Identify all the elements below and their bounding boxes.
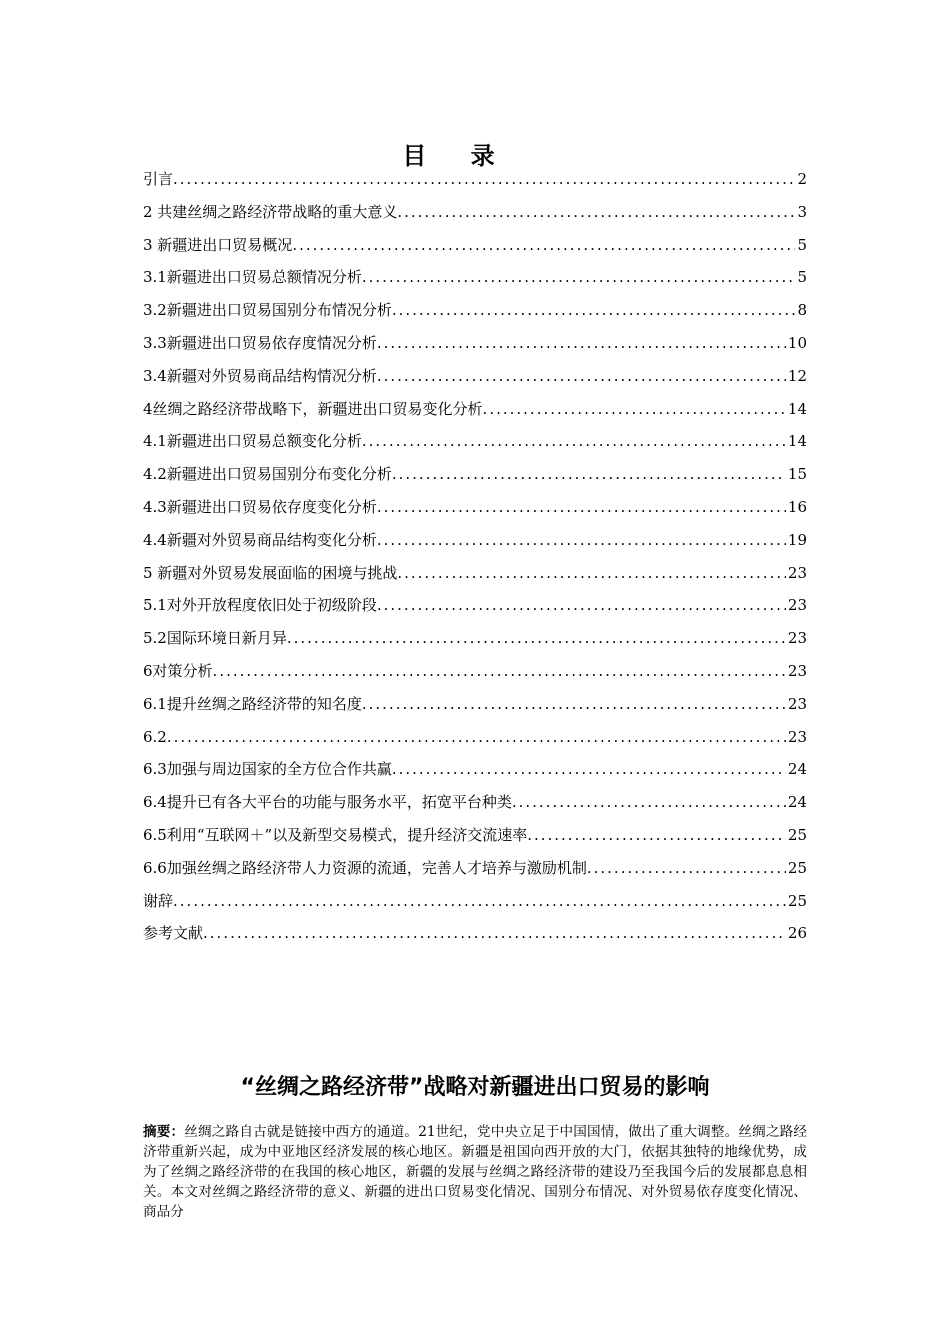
toc-entry[interactable] bbox=[143, 166, 807, 199]
toc-entry-page: 25 bbox=[787, 858, 807, 877]
toc-entry-label: 4.2新疆进出口贸易国别分布变化分析 bbox=[143, 465, 392, 484]
toc-entry[interactable] bbox=[143, 855, 807, 888]
toc-entry-page: 19 bbox=[787, 530, 807, 549]
toc-entry[interactable] bbox=[143, 822, 807, 855]
toc-leader-dots bbox=[527, 822, 786, 848]
paper-title: “丝绸之路经济带”战略对新疆进出口贸易的影响 bbox=[240, 1075, 710, 1100]
toc-entry-label: 3.3新疆进出口贸易依存度情况分析 bbox=[143, 333, 377, 352]
toc-entry-label: 6.2 bbox=[143, 727, 167, 746]
toc-entry-label: 3 新疆进出口贸易概况 bbox=[143, 235, 293, 254]
toc-entry[interactable] bbox=[143, 396, 807, 429]
toc-entry[interactable] bbox=[143, 363, 807, 396]
toc-entry[interactable] bbox=[143, 494, 807, 527]
toc-entry[interactable] bbox=[143, 724, 807, 757]
toc-entry-label: 3.2新疆进出口贸易国别分布情况分析 bbox=[143, 301, 392, 320]
toc-leader-dots bbox=[377, 363, 786, 389]
toc-leader-dots bbox=[292, 232, 795, 258]
toc-entry-page: 15 bbox=[787, 465, 807, 484]
toc-entry-page: 24 bbox=[787, 793, 807, 812]
toc-title: 目 录 bbox=[402, 142, 513, 170]
toc-leader-dots bbox=[377, 330, 786, 356]
toc-entry[interactable] bbox=[143, 527, 807, 560]
toc-entry[interactable] bbox=[143, 264, 807, 297]
toc-entry-label: 5.2国际环境日新月异 bbox=[143, 629, 287, 648]
toc-entry-label: 4.4新疆对外贸易商品结构变化分析 bbox=[143, 530, 377, 549]
toc-leader-dots bbox=[483, 396, 786, 422]
toc-entry-page: 12 bbox=[787, 366, 807, 385]
toc-entry-page: 3 bbox=[797, 202, 807, 221]
toc-entry-label: 2 共建丝绸之路经济带战略的重大意义 bbox=[143, 202, 398, 221]
toc-entry[interactable] bbox=[143, 920, 807, 953]
table-of-contents bbox=[143, 166, 807, 953]
toc-entry-label: 3.4新疆对外贸易商品结构情况分析 bbox=[143, 366, 377, 385]
abstract-text: 丝绸之路自古就是链接中西方的通道。21世纪，党中央立足于中国国情，做出了重大调整。丝绸之路经济带重新兴起，成为中亚地区经济发展的核心地区。新疆是祖国向西开放的大门，依据其独特的地缘优势，成为了丝绸之路经济带的在我国的核心地区，新疆的发展与丝绸之路经济带的建设乃至我国今后的发展都息息相关。本文对丝绸之路经济带的意义、新疆的进出口贸易变化情况、国别分布情况、对外贸易依存度变化情况、商品分 bbox=[143, 1124, 807, 1220]
toc-entry[interactable] bbox=[143, 330, 807, 363]
toc-leader-dots bbox=[392, 461, 786, 487]
toc-leader-dots bbox=[392, 756, 786, 782]
toc-entry-page: 14 bbox=[787, 399, 807, 418]
toc-entry-label: 5.1对外开放程度依旧处于初级阶段 bbox=[143, 596, 377, 615]
toc-entry-page: 25 bbox=[787, 891, 807, 910]
toc-entry-page: 23 bbox=[787, 596, 807, 615]
toc-leader-dots bbox=[392, 297, 796, 323]
toc-entry-label: 参考文献 bbox=[143, 924, 204, 943]
toc-leader-dots bbox=[173, 888, 786, 914]
toc-entry-label: 4.3新疆进出口贸易依存度变化分析 bbox=[143, 497, 377, 516]
toc-leader-dots bbox=[377, 494, 786, 520]
toc-leader-dots bbox=[173, 166, 795, 192]
toc-entry-page: 8 bbox=[797, 301, 807, 320]
toc-entry-page: 14 bbox=[787, 432, 807, 451]
toc-entry-label: 6对策分析 bbox=[143, 661, 213, 680]
toc-entry-page: 16 bbox=[787, 497, 807, 516]
toc-entry[interactable] bbox=[143, 625, 807, 658]
toc-entry-page: 23 bbox=[787, 694, 807, 713]
toc-entry[interactable] bbox=[143, 888, 807, 921]
toc-entry-label: 4丝绸之路经济带战略下，新疆进出口贸易变化分析 bbox=[143, 399, 483, 418]
toc-entry-label: 5 新疆对外贸易发展面临的困境与挑战 bbox=[143, 563, 398, 582]
toc-leader-dots bbox=[397, 199, 795, 225]
toc-entry-label: 6.4提升已有各大平台的功能与服务水平，拓宽平台种类 bbox=[143, 793, 512, 812]
toc-entry[interactable] bbox=[143, 691, 807, 724]
toc-leader-dots bbox=[512, 789, 786, 815]
toc-leader-dots bbox=[362, 428, 786, 454]
toc-entry-label: 谢辞 bbox=[143, 891, 174, 910]
toc-entry[interactable] bbox=[143, 461, 807, 494]
toc-entry[interactable] bbox=[143, 428, 807, 461]
toc-entry[interactable] bbox=[143, 592, 807, 625]
toc-entry-label: 6.6加强丝绸之路经济带人力资源的流通，完善人才培养与激励机制 bbox=[143, 858, 587, 877]
toc-entry-page: 23 bbox=[787, 727, 807, 746]
toc-entry[interactable] bbox=[143, 199, 807, 232]
toc-entry-page: 23 bbox=[787, 563, 807, 582]
toc-leader-dots bbox=[377, 527, 786, 553]
toc-entry-page: 10 bbox=[787, 333, 807, 352]
toc-entry-label: 引言 bbox=[143, 170, 174, 188]
toc-entry-page: 25 bbox=[787, 825, 807, 844]
toc-entry[interactable] bbox=[143, 756, 807, 789]
toc-leader-dots bbox=[213, 658, 786, 684]
toc-entry-page: 26 bbox=[787, 924, 807, 943]
toc-entry[interactable] bbox=[143, 789, 807, 822]
toc-entry-page: 2 bbox=[797, 170, 807, 188]
toc-entry[interactable] bbox=[143, 560, 807, 593]
toc-leader-dots bbox=[362, 264, 796, 290]
toc-entry[interactable] bbox=[143, 232, 807, 265]
toc-leader-dots bbox=[362, 691, 786, 717]
toc-leader-dots bbox=[377, 592, 786, 618]
toc-entry[interactable] bbox=[143, 297, 807, 330]
toc-entry-page: 23 bbox=[787, 629, 807, 648]
abstract-label: 摘要： bbox=[143, 1124, 185, 1140]
abstract bbox=[143, 1122, 807, 1222]
toc-leader-dots bbox=[167, 724, 786, 750]
toc-entry-label: 4.1新疆进出口贸易总额变化分析 bbox=[143, 432, 362, 451]
toc-leader-dots bbox=[287, 625, 786, 651]
toc-leader-dots bbox=[203, 920, 786, 946]
toc-leader-dots bbox=[587, 855, 786, 881]
toc-entry-page: 5 bbox=[797, 268, 807, 287]
toc-entry-page: 5 bbox=[797, 235, 807, 254]
toc-entry-label: 3.1新疆进出口贸易总额情况分析 bbox=[143, 268, 362, 287]
toc-entry-page: 23 bbox=[787, 661, 807, 680]
toc-leader-dots bbox=[397, 560, 786, 586]
toc-entry[interactable] bbox=[143, 658, 807, 691]
toc-entry-page: 24 bbox=[787, 760, 807, 779]
toc-entry-label: 6.3加强与周边国家的全方位合作共赢 bbox=[143, 760, 392, 779]
toc-entry-label: 6.1提升丝绸之路经济带的知名度 bbox=[143, 694, 362, 713]
toc-entry-label: 6.5利用“互联网＋”以及新型交易模式，提升经济交流速率 bbox=[143, 825, 528, 844]
